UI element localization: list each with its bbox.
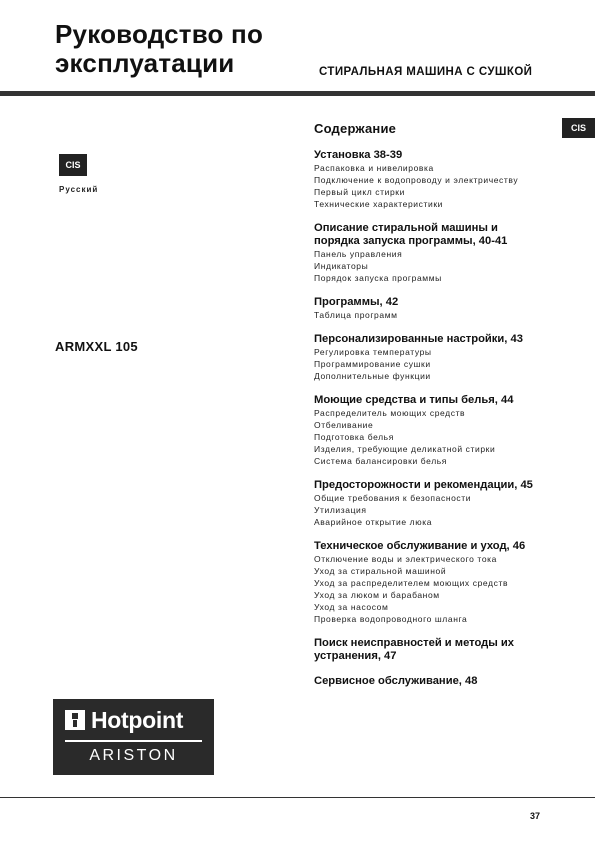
toc-item: Уход за люком и барабаном: [314, 590, 440, 600]
toc-section: [314, 394, 584, 467]
toc-item: Технические характеристики: [314, 199, 444, 209]
title-line-2: эксплуатации: [55, 48, 235, 78]
document-subtitle: СТИРАЛЬНАЯ МАШИНА С СУШКОЙ: [319, 66, 533, 78]
toc-section-title: Предосторожности и рекомендации, 45: [314, 479, 533, 491]
toc-item: Порядок запуска программы: [314, 273, 442, 283]
toc-item: Уход за насосом: [314, 602, 389, 612]
toc-section-title: Описание стиральной машины и порядка запуска программы, 40-41: [314, 222, 508, 247]
title-line-1: Руководство по: [55, 19, 264, 49]
toc-heading: Содержание: [314, 121, 397, 136]
toc-section: [314, 675, 584, 688]
toc-section-title: Поиск неисправностей и методы их устранения, 47: [314, 637, 515, 662]
brand-logo: [53, 699, 214, 775]
toc-item: Отбеливание: [314, 420, 374, 430]
table-of-contents: [314, 121, 584, 700]
toc-section-title: Сервисное обслуживание, 48: [314, 675, 478, 687]
toc-item: Распределитель моющих средств: [314, 408, 466, 418]
toc-item: Дополнительные функции: [314, 371, 431, 381]
toc-item: Первый цикл стирки: [314, 187, 405, 197]
footer-divider: [0, 797, 595, 798]
toc-item: Распаковка и нивелировка: [314, 163, 434, 173]
toc-item: Общие требования к безопасности: [314, 493, 472, 503]
toc-section: [314, 149, 584, 210]
logo-top-row: [65, 707, 183, 733]
logo-brand-text: Hotpoint: [91, 707, 184, 733]
toc-item: Программирование сушки: [314, 359, 431, 369]
hotpoint-mark-icon: [65, 710, 85, 730]
toc-section: [314, 637, 584, 663]
toc-item: Подготовка белья: [314, 432, 394, 442]
toc-section-list: [314, 149, 584, 688]
toc-item: Подключение к водопроводу и электричеству: [314, 175, 519, 185]
toc-item: Уход за стиральной машиной: [314, 566, 447, 576]
language-badge: CIS: [59, 154, 87, 176]
language-label: Русский: [59, 185, 99, 194]
toc-item: Регулировка температуры: [314, 347, 432, 357]
model-name: ARMXXL 105: [55, 339, 138, 354]
region-side-tab: CIS: [562, 118, 595, 138]
toc-item: Таблица программ: [314, 310, 398, 320]
toc-item: Панель управления: [314, 249, 403, 259]
header-divider: [0, 91, 595, 96]
toc-item: Индикаторы: [314, 261, 369, 271]
toc-item: Аварийное открытие люка: [314, 517, 433, 527]
page-title: [55, 20, 263, 78]
toc-section: [314, 540, 584, 625]
toc-section: [314, 222, 584, 284]
toc-item: Изделия, требующие деликатной стирки: [314, 444, 496, 454]
toc-section-title: Моющие средства и типы белья, 44: [314, 394, 514, 406]
page-number: 37: [530, 811, 541, 821]
toc-section: [314, 296, 584, 321]
toc-item: Отключение воды и электрического тока: [314, 554, 497, 564]
toc-section: [314, 479, 584, 528]
toc-section-title: Установка 38-39: [314, 149, 403, 161]
toc-item: Утилизация: [314, 505, 367, 515]
toc-item: Уход за распределителем моющих средств: [314, 578, 509, 588]
toc-section: [314, 333, 584, 382]
toc-item: Система балансировки белья: [314, 456, 447, 466]
toc-section-title: Программы, 42: [314, 296, 399, 308]
toc-item: Проверка водопроводного шланга: [314, 614, 468, 624]
toc-section-title: Персонализированные настройки, 43: [314, 333, 523, 345]
toc-section-title: Техническое обслуживание и уход, 46: [314, 540, 526, 552]
logo-divider: [65, 740, 202, 742]
logo-sub-text: ARISTON: [89, 747, 178, 764]
